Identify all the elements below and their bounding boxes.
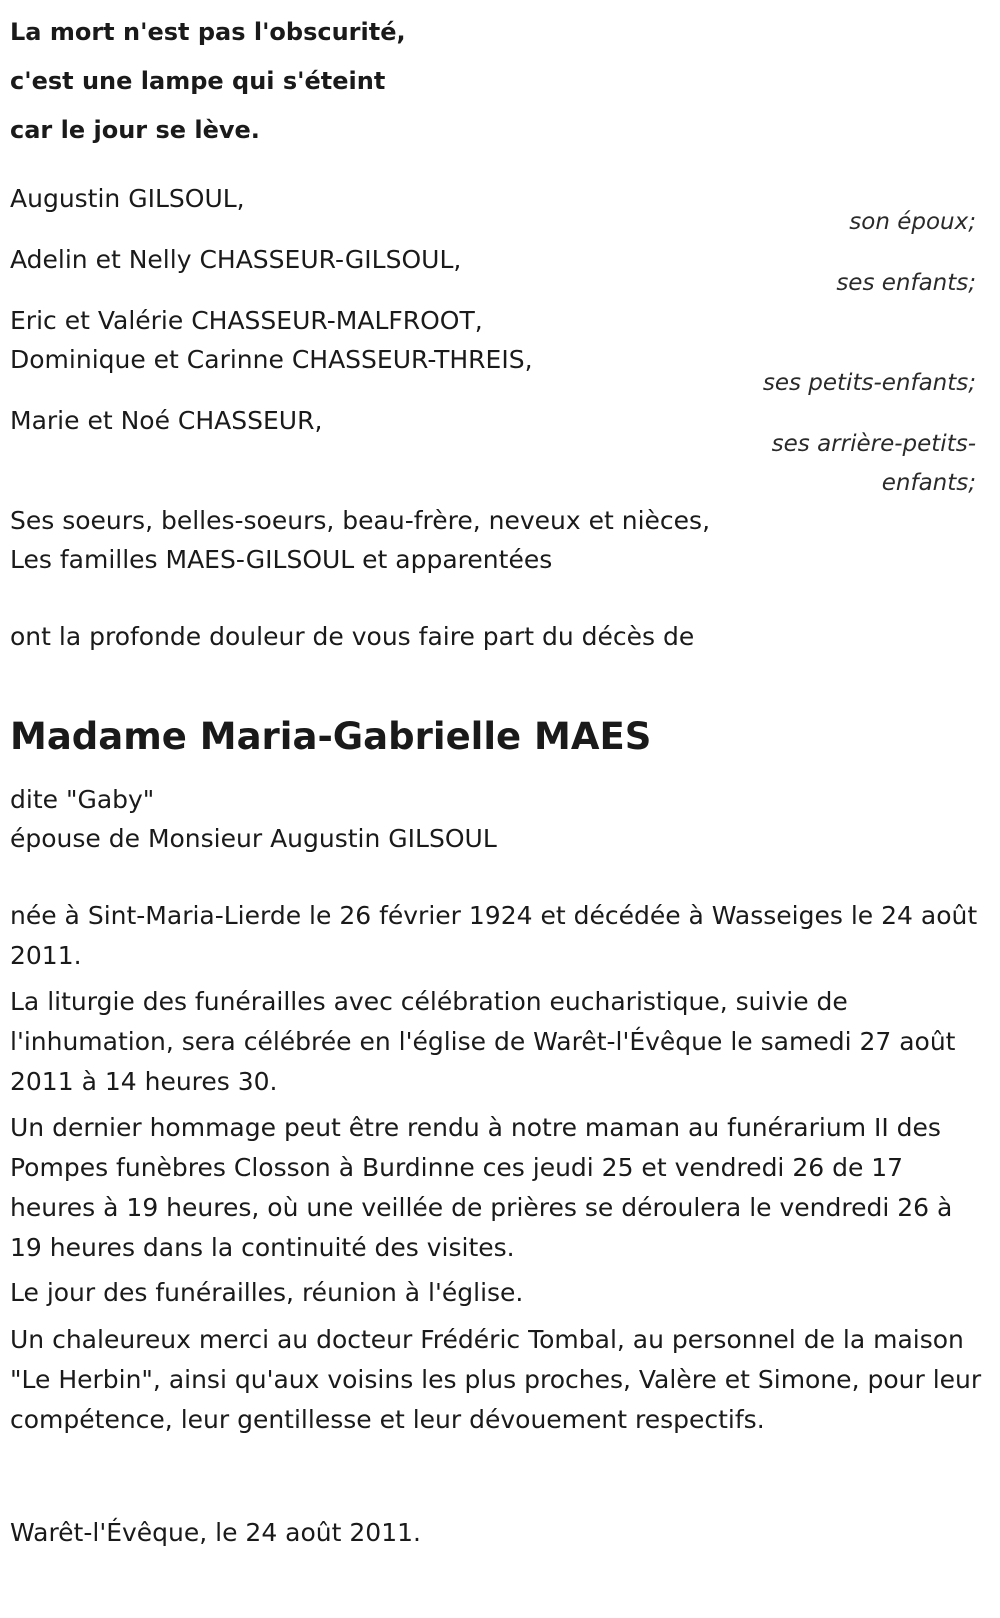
deceased-nickname: dite "Gaby" xyxy=(10,785,155,814)
family-grandchildren-2: Dominique et Carinne CHASSEUR-THREIS, xyxy=(10,345,533,374)
family-related: Les familles MAES-GILSOUL et apparentées xyxy=(10,545,553,574)
deceased-spouse-of: épouse de Monsieur Augustin GILSOUL xyxy=(10,824,497,853)
epigraph xyxy=(10,8,710,155)
signature: Warêt-l'Évêque, le 24 août 2011. xyxy=(10,1518,421,1547)
epigraph-line: c'est une lampe qui s'éteint xyxy=(10,67,386,95)
deceased-name: Madame Maria-Gabrielle MAES xyxy=(10,715,652,758)
family-grandchildren-1: Eric et Valérie CHASSEUR-MALFROOT, xyxy=(10,306,483,335)
family-great-grandchildren: Marie et Noé CHASSEUR, xyxy=(10,406,323,435)
role-great-grandchildren-2: enfants; xyxy=(881,470,976,496)
thanks-paragraph: Un chaleureux merci au docteur Frédéric Tombal, au personnel de la maison "Le Herbin", ainsi qu'aux voisins les plus proches, Valère et Simone, pour leur compétence, leur gentillesse et leur dévouement respectifs. xyxy=(10,1325,982,1434)
epigraph-line: La mort n'est pas l'obscurité, xyxy=(10,18,406,46)
role-spouse: son époux; xyxy=(849,209,976,235)
liturgy-paragraph: La liturgie des funérailles avec célébration eucharistique, suivie de l'inhumation, sera célébrée en l'église de Warêt-l'Évêque le samedi 27 août 2011 à 14 heures 30. xyxy=(10,987,956,1096)
family-siblings: Ses soeurs, belles-soeurs, beau-frère, neveux et nièces, xyxy=(10,506,711,535)
homage-paragraph: Un dernier hommage peut être rendu à notre maman au funérarium II des Pompes funèbres Closson à Burdinne ces jeudi 25 et vendredi 26 de 17 heures à 19 heures, où une veillée de prières se déroulera le vendredi 26 à 19 heures dans la continuité des visites. xyxy=(10,1113,953,1262)
role-children: ses enfants; xyxy=(836,270,976,296)
epigraph-line: car le jour se lève. xyxy=(10,116,260,144)
birth-death-paragraph: née à Sint-Maria-Lierde le 26 février 1924 et décédée à Wasseiges le 24 août 2011. xyxy=(10,901,978,970)
meeting-paragraph: Le jour des funérailles, réunion à l'église. xyxy=(10,1278,524,1307)
role-great-grandchildren-1: ses arrière-petits- xyxy=(771,431,976,457)
announcement: ont la profonde douleur de vous faire part du décès de xyxy=(10,622,695,651)
role-grandchildren: ses petits-enfants; xyxy=(762,370,976,396)
family-children: Adelin et Nelly CHASSEUR-GILSOUL, xyxy=(10,245,462,274)
family-spouse: Augustin GILSOUL, xyxy=(10,184,245,213)
